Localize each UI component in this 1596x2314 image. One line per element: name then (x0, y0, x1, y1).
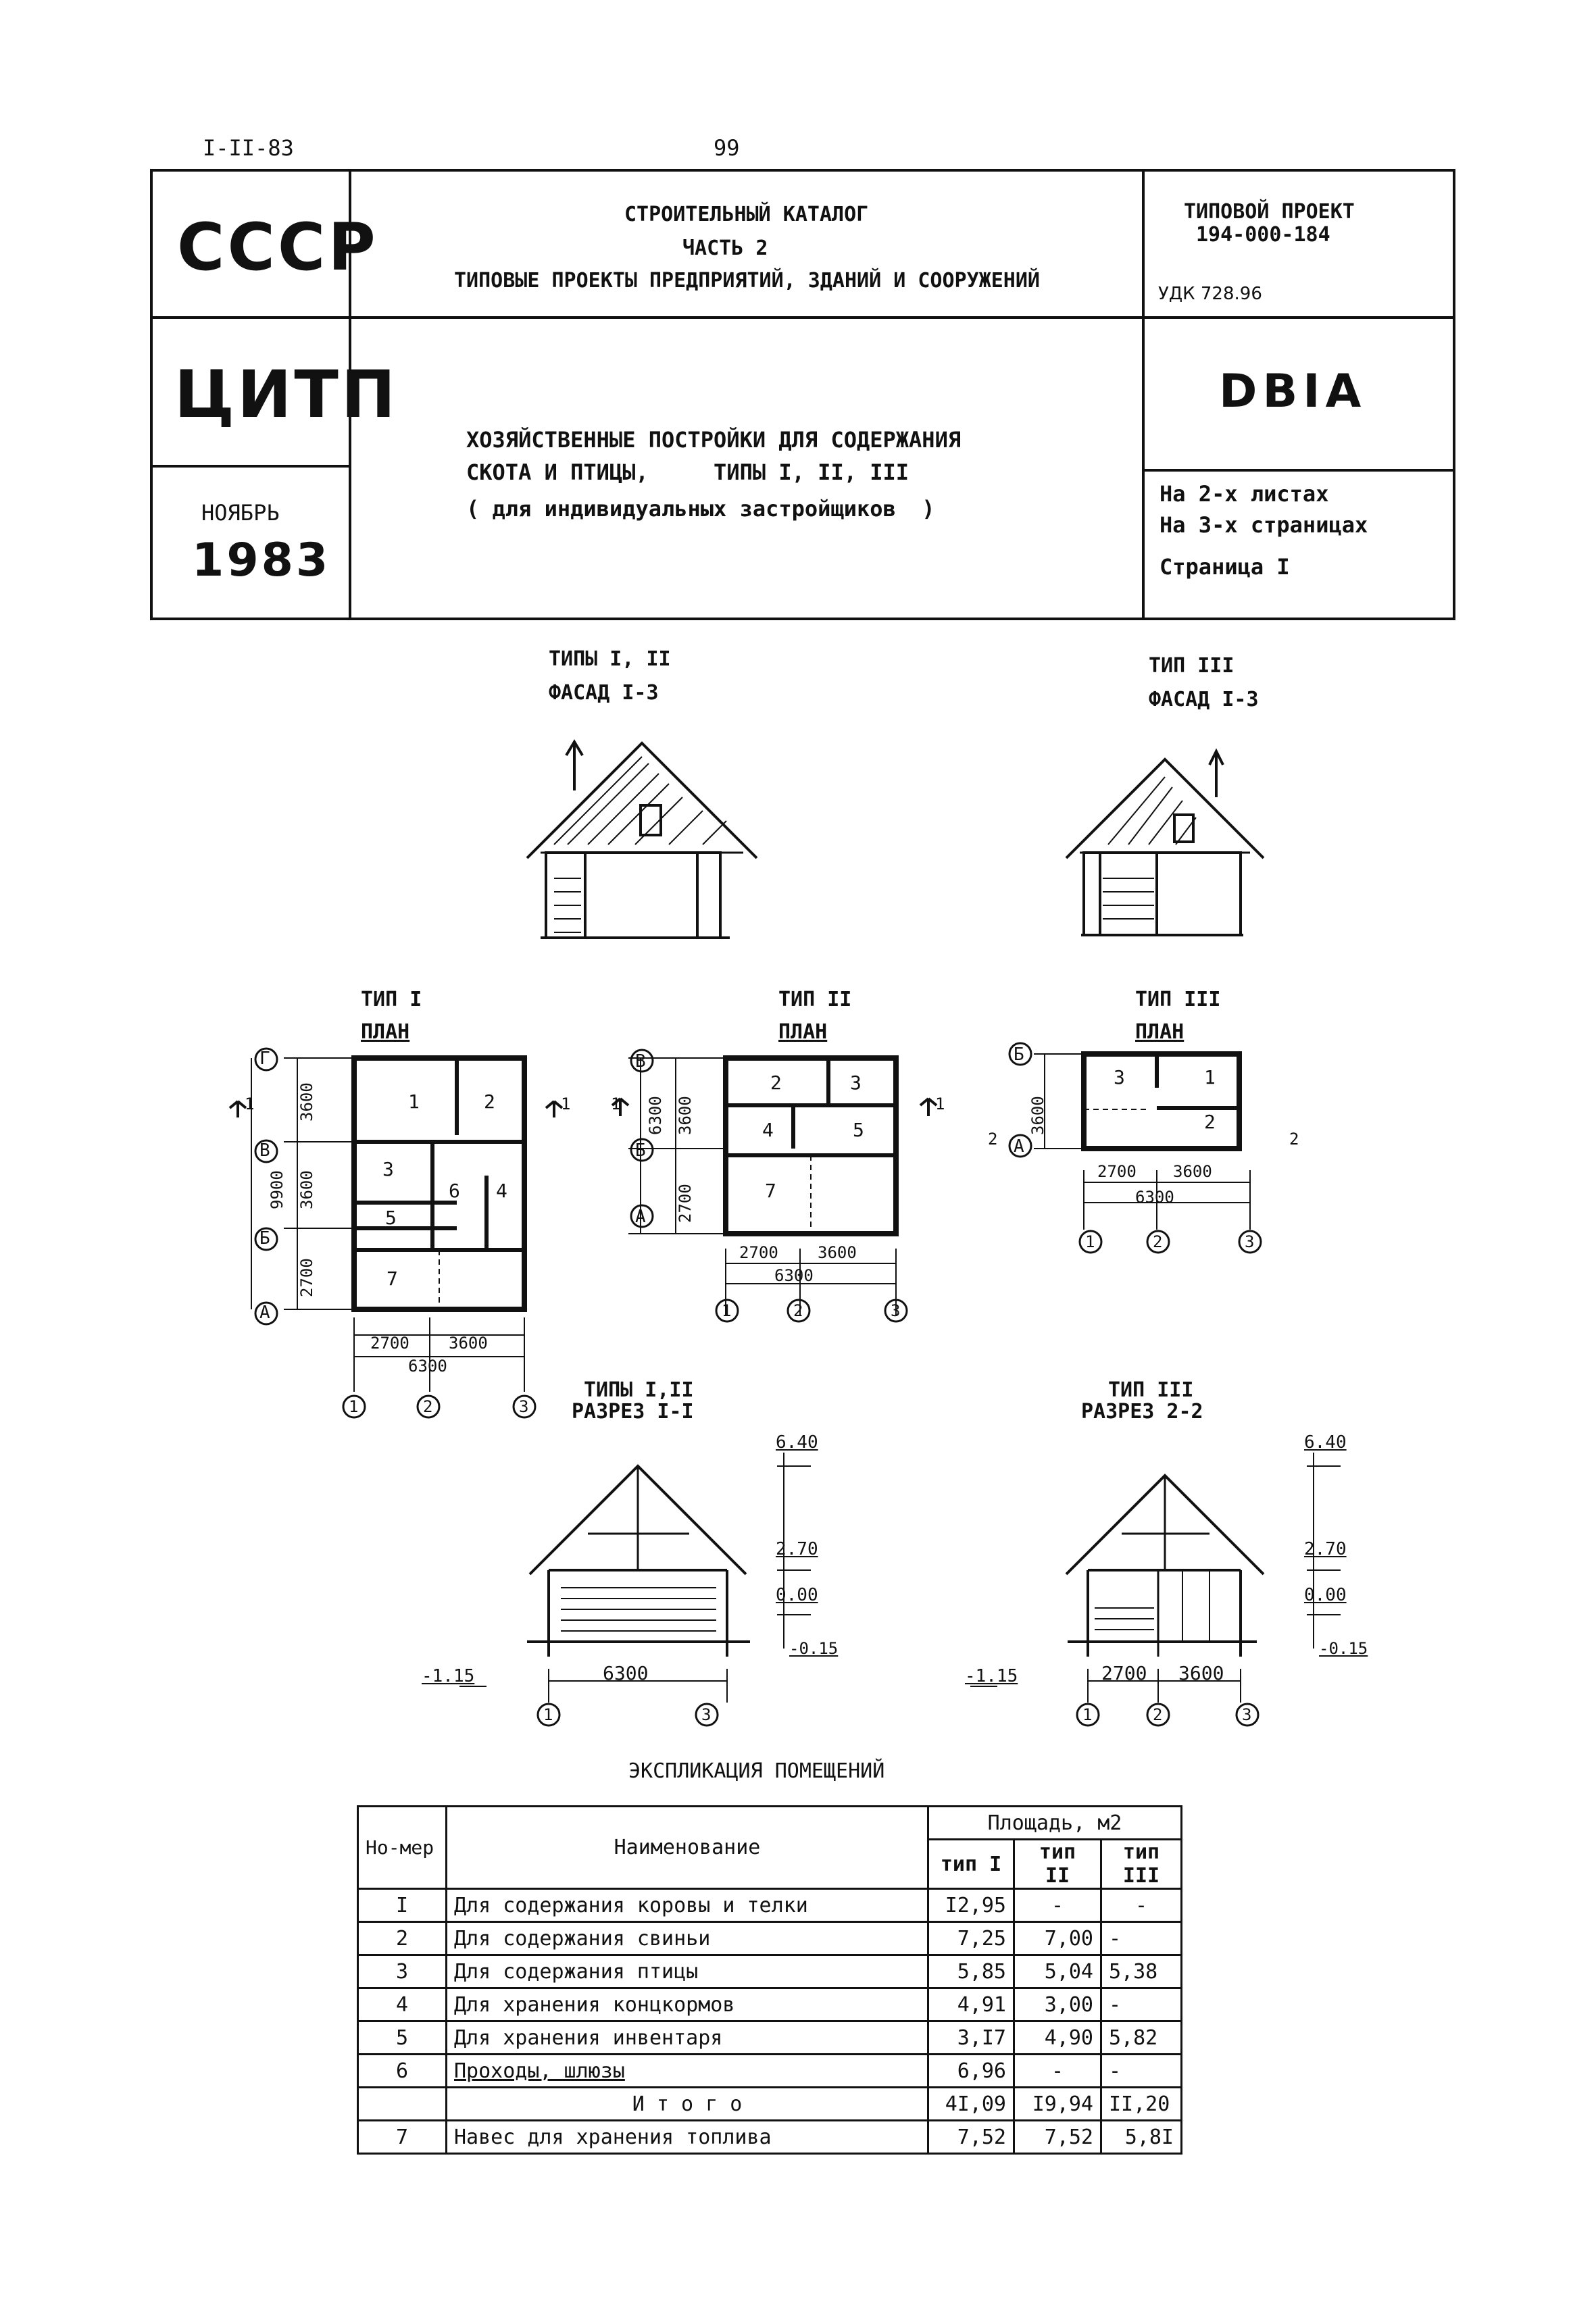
catalog-line-2: ЧАСТЬ 2 (682, 236, 768, 260)
axis-label: В (635, 1051, 646, 1072)
level-mark: -1.15 (422, 1666, 475, 1686)
title-line-2: СКОТА И ПТИЦЫ, ТИПЫ I, II, III (466, 459, 909, 485)
plan3-title-2: ПЛАН (1135, 1020, 1184, 1044)
dimension: 3600 (449, 1334, 488, 1353)
facade12-title-1: ТИПЫ I, II (549, 647, 671, 671)
row-name: Для содержания свиньи (447, 1922, 928, 1955)
table-row (358, 1955, 1182, 1988)
table-total-row (358, 2088, 1182, 2121)
facade12-title-2: ФАСАД I-3 (549, 681, 659, 705)
dimension: 9900 (268, 1170, 286, 1209)
section-type-3 (970, 1453, 1341, 1703)
header-type-3: тип III (1101, 1840, 1182, 1889)
dimension: 6300 (603, 1662, 649, 1684)
room-label: 1 (408, 1090, 420, 1113)
facade3-title-1: ТИП III (1149, 654, 1235, 678)
dimension: 3600 (1178, 1662, 1224, 1684)
room-label: 4 (496, 1180, 507, 1202)
row-area-type-1: 7,52 (928, 2121, 1014, 2154)
axis-label: 2 (423, 1397, 433, 1416)
header-number: Но-мер (358, 1807, 447, 1889)
row-area-type-1: I2,95 (928, 1889, 1014, 1922)
axis-label: Б (259, 1228, 270, 1249)
sheets-count: На 2-х листах (1159, 481, 1329, 507)
title-line-3: ( для индивидуальных застройщиков ) (466, 496, 935, 522)
row-area-type-1: 5,85 (928, 1955, 1014, 1988)
page-number: 99 (714, 135, 740, 161)
level-mark: 0.00 (1304, 1585, 1347, 1605)
cut-label: 2 (1289, 1130, 1299, 1149)
row-number: 3 (358, 1955, 447, 1988)
row-area-type-3: - (1101, 2055, 1182, 2088)
axis-label: 3 (1245, 1232, 1255, 1251)
axis-label: А (635, 1207, 646, 1227)
room-label: 5 (853, 1119, 864, 1141)
row-area-type-1: 3,I7 (928, 2021, 1014, 2055)
room-label: 3 (850, 1072, 862, 1094)
project-number: 194-000-184 (1196, 223, 1330, 247)
explication-table (357, 1805, 1182, 2155)
cut-label: 2 (988, 1130, 998, 1149)
axis-label: А (1014, 1136, 1024, 1157)
dimension: 2700 (676, 1184, 695, 1223)
row-name: Для содержания коровы и телки (447, 1889, 928, 1922)
table-row (358, 1988, 1182, 2021)
level-mark: -1.15 (965, 1666, 1018, 1686)
row-name: Для содержания птицы (447, 1955, 928, 1988)
header-name: Наименование (447, 1807, 928, 1889)
section3-title-2: РАЗРЕЗ 2-2 (1081, 1400, 1203, 1424)
document-code: I-II-83 (203, 135, 294, 161)
axis-label: 2 (1153, 1232, 1163, 1251)
axis-label: А (259, 1303, 270, 1323)
level-mark: 2.70 (1304, 1539, 1347, 1559)
cut-label: 1 (561, 1095, 571, 1113)
header-type-1: тип I (928, 1840, 1014, 1889)
project-label: ТИПОВОЙ ПРОЕКТ (1184, 200, 1355, 224)
room-label: 3 (1114, 1066, 1125, 1088)
row-name: Проходы, шлюзы (447, 2055, 928, 2088)
catalog-line-1: СТРОИТЕЛЬНЫЙ КАТАЛОГ (624, 203, 869, 226)
row-area-type-2: - (1014, 2055, 1101, 2088)
row-area-type-3: 5,38 (1101, 1955, 1182, 1988)
org-citp: ЦИТП (174, 357, 399, 432)
row-number: 2 (358, 1922, 447, 1955)
total-type-1: 4I,09 (928, 2088, 1014, 2121)
facade-type-3 (1066, 751, 1264, 935)
total-number-empty (358, 2088, 447, 2121)
dimension: 6300 (774, 1266, 814, 1285)
room-label: 2 (1204, 1111, 1216, 1133)
level-mark: -0.15 (1319, 1639, 1368, 1658)
axis-label: 2 (793, 1301, 803, 1320)
axis-label: Г (259, 1049, 270, 1069)
sheet-code: DBIA (1219, 365, 1367, 418)
row-area-type-1: 6,96 (928, 2055, 1014, 2088)
axis-label: 1 (1085, 1232, 1095, 1251)
dimension: 3600 (676, 1096, 695, 1135)
facade-types-1-2 (527, 742, 757, 938)
row-area-type-1: 7,25 (928, 1922, 1014, 1955)
row-area-type-2: 7,52 (1014, 2121, 1101, 2154)
table-row (358, 2121, 1182, 2154)
row-number: 7 (358, 2121, 447, 2154)
total-label: И т о г о (447, 2088, 928, 2121)
title-line-1: ХОЗЯЙСТВЕННЫЕ ПОСТРОЙКИ ДЛЯ СОДЕРЖАНИЯ (466, 427, 962, 453)
row-name: Для хранения инвентаря (447, 2021, 928, 2055)
row-number: 6 (358, 2055, 447, 2088)
axis-label: 1 (543, 1705, 553, 1724)
level-mark: -0.15 (789, 1639, 839, 1658)
plan2-title-2: ПЛАН (778, 1020, 828, 1044)
section3-title-1: ТИП III (1108, 1378, 1194, 1402)
level-mark: 2.70 (776, 1539, 818, 1559)
row-area-type-3: - (1101, 1988, 1182, 2021)
axis-label: 1 (722, 1301, 732, 1320)
pages-count: На 3-х страницах (1159, 512, 1368, 538)
dimension: 3600 (297, 1170, 316, 1209)
table-row (358, 2021, 1182, 2055)
row-name: Для хранения концкормов (447, 1988, 928, 2021)
level-mark: 0.00 (776, 1585, 818, 1605)
row-area-type-2: 5,04 (1014, 1955, 1101, 1988)
plan1-title-1: ТИП I (361, 988, 422, 1011)
table-row (358, 1889, 1182, 1922)
room-label: 1 (1204, 1066, 1216, 1088)
explication-title: ЭКСПЛИКАЦИЯ ПОМЕЩЕНИЙ (628, 1759, 885, 1783)
room-label: 7 (765, 1180, 776, 1202)
row-number: 4 (358, 1988, 447, 2021)
facade3-title-2: ФАСАД I-3 (1149, 688, 1259, 711)
row-area-type-3: 5,8I (1101, 2121, 1182, 2154)
row-area-type-2: 4,90 (1014, 2021, 1101, 2055)
room-label: 2 (770, 1072, 782, 1094)
header-type-2: тип II (1014, 1840, 1101, 1889)
dimension: 2700 (739, 1243, 778, 1262)
row-area-type-2: - (1014, 1889, 1101, 1922)
section12-title-2: РАЗРЕЗ I-I (572, 1400, 694, 1424)
page-label: Страница I (1159, 554, 1290, 580)
dimension: 3600 (1173, 1162, 1212, 1181)
cut-label: 1 (245, 1095, 255, 1113)
room-label: 7 (386, 1267, 398, 1290)
axis-label: В (259, 1140, 270, 1161)
table-row (358, 2055, 1182, 2088)
cut-label: 1 (935, 1095, 945, 1113)
room-label: 6 (449, 1180, 460, 1202)
room-label: 2 (484, 1090, 495, 1113)
dimension: 3600 (818, 1243, 857, 1262)
room-label: 4 (762, 1119, 774, 1141)
axis-label: 3 (891, 1301, 901, 1320)
dimension: 2700 (370, 1334, 409, 1353)
dimension: 3600 (297, 1082, 316, 1122)
plan1-title-2: ПЛАН (361, 1020, 410, 1044)
row-area-type-3: - (1101, 1889, 1182, 1922)
room-label: 3 (382, 1158, 394, 1180)
dimension: 6300 (646, 1096, 665, 1135)
udk-code: УДК 728.96 (1158, 284, 1262, 304)
row-area-type-2: 7,00 (1014, 1922, 1101, 1955)
row-number: 5 (358, 2021, 447, 2055)
row-area-type-2: 3,00 (1014, 1988, 1101, 2021)
level-mark: 6.40 (1304, 1432, 1347, 1453)
issue-year: 1983 (192, 534, 331, 587)
table-row (358, 1922, 1182, 1955)
axis-label: Б (635, 1140, 646, 1161)
catalog-line-3: ТИПОВЫЕ ПРОЕКТЫ ПРЕДПРИЯТИЙ, ЗДАНИЙ И СООРУЖЕНИЙ (454, 269, 1040, 293)
table-header-row (358, 1807, 1182, 1840)
dimension: 2700 (297, 1258, 316, 1297)
row-name: Навес для хранения топлива (447, 2121, 928, 2154)
axis-label: 2 (1153, 1705, 1163, 1724)
axis-label: 3 (1242, 1705, 1252, 1724)
dimension: 2700 (1101, 1662, 1147, 1684)
axis-label: 3 (701, 1705, 712, 1724)
axis-label: 1 (349, 1397, 359, 1416)
total-type-2: I9,94 (1014, 2088, 1101, 2121)
axis-label: 1 (1082, 1705, 1093, 1724)
dimension: 2700 (1097, 1162, 1137, 1181)
cut-label: 1 (611, 1095, 621, 1113)
dimension: 6300 (1135, 1188, 1174, 1207)
org-ussr: СССР (177, 209, 378, 285)
dimension: 3600 (1028, 1096, 1047, 1135)
plan3-title-1: ТИП III (1135, 988, 1221, 1011)
axis-label: Б (1014, 1045, 1024, 1065)
issue-month: НОЯБРЬ (201, 500, 280, 526)
room-label: 5 (385, 1207, 397, 1229)
dimension: 6300 (408, 1357, 447, 1376)
row-area-type-3: - (1101, 1922, 1182, 1955)
row-area-type-1: 4,91 (928, 1988, 1014, 2021)
level-mark: 6.40 (776, 1432, 818, 1453)
axis-label: 3 (519, 1397, 529, 1416)
plan2-title-1: ТИП II (778, 988, 852, 1011)
row-area-type-3: 5,82 (1101, 2021, 1182, 2055)
row-number: I (358, 1889, 447, 1922)
header-area: Площадь, м2 (928, 1807, 1182, 1840)
section12-title-1: ТИПЫ I,II (584, 1378, 694, 1402)
total-type-3: II,20 (1101, 2088, 1182, 2121)
